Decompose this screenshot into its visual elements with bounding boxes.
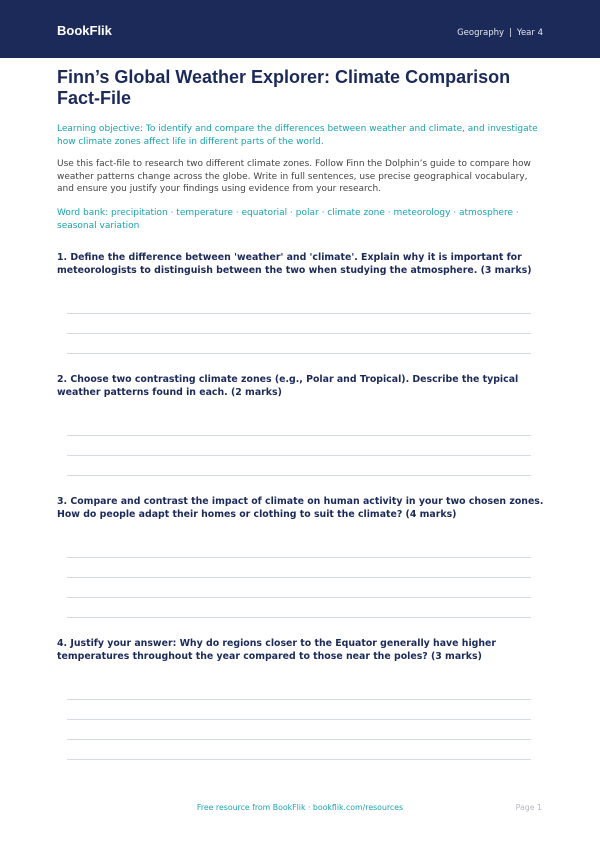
meta-separator: | [509, 28, 512, 38]
brand-logo[interactable]: BookFlik [57, 23, 112, 38]
answer-line[interactable] [67, 435, 531, 436]
question-1: 1. Define the difference between 'weather' and 'climate'. Explain why it is important for meteorologists to distinguish between the two when studying the atmosphere. (3 marks) [57, 252, 532, 276]
answer-line[interactable] [67, 475, 531, 476]
header-bar [0, 0, 600, 58]
answer-line[interactable] [67, 557, 531, 558]
question-3: 3. Compare and contrast the impact of climate on human activity in your two chosen zones. How do people adapt their homes or clothing to suit the climate? (4 marks) [57, 496, 544, 520]
year-label: Year 4 [516, 28, 543, 38]
page-number: Page 1 [515, 803, 542, 812]
word-bank: Word bank: precipitation · temperature · equatorial · polar · climate zone · meteorology · atmosphere · seasonal variation [57, 208, 519, 231]
page-title: Finn’s Global Weather Explorer: Climate Comparison Fact-File [57, 67, 511, 108]
subject-year-label [457, 28, 543, 38]
learning-objective: Learning objective: To identify and compare the differences between weather and climate, and investigate how climate zones affect life in different parts of the world. [57, 124, 538, 147]
answer-line[interactable] [67, 759, 531, 760]
answer-line[interactable] [67, 699, 531, 700]
answer-line[interactable] [67, 353, 531, 354]
subject-label: Geography [457, 28, 505, 38]
answer-line[interactable] [67, 617, 531, 618]
intro-paragraph: Use this fact-file to research two different climate zones. Follow Finn the Dolphin’s guide to compare how weather patterns change across the globe. Write in full sentences, use precise geographical vocabulary, and ensure you justify your findings using evidence from your research. [57, 159, 531, 194]
footer-link[interactable]: Free resource from BookFlik · bookflik.com/resources [196, 803, 404, 812]
question-4: 4. Justify your answer: Why do regions closer to the Equator generally have higher temperatures throughout the year compared to those near the poles? (3 marks) [57, 638, 497, 662]
answer-line[interactable] [67, 455, 531, 456]
answer-line[interactable] [67, 333, 531, 334]
answer-line[interactable] [67, 719, 531, 720]
answer-line[interactable] [67, 739, 531, 740]
answer-line[interactable] [67, 313, 531, 314]
question-2: 2. Choose two contrasting climate zones (e.g., Polar and Tropical). Describe the typical weather patterns found in each. (2 marks) [57, 374, 519, 398]
answer-line[interactable] [67, 577, 531, 578]
answer-line[interactable] [67, 597, 531, 598]
